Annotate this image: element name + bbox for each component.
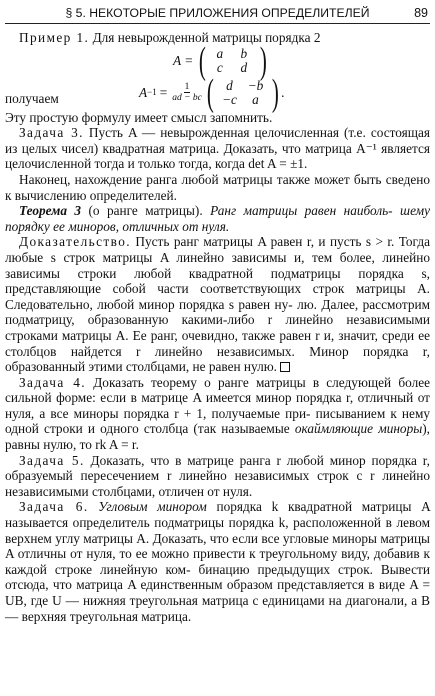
page-number: 89	[414, 6, 428, 20]
header-title: § 5. НЕКОТОРЫЕ ПРИЛОЖЕНИЯ ОПРЕДЕЛИТЕЛЕЙ	[65, 6, 370, 20]
example-1	[5, 30, 430, 46]
formula-matrix-a: A = ( a b c d )	[173, 39, 267, 82]
qed-square-icon	[280, 362, 290, 372]
received-label: получаем	[5, 90, 59, 106]
theorem-label: Теорема 3	[19, 203, 82, 219]
running-header	[5, 3, 430, 24]
inverse-fraction: $\frac{1}{ad - bc}$	[172, 82, 202, 104]
proof-paragraph: Доказательство. Пусть ранг матрицы A равен r, и пусть s > r. Тогда любые s строк матрицы A линейно зависимы и, тем более, линейно зависимы строки любой квадратной подматрицы порядка s, представляющие собой части соответствующих строк матрицы A. Следовательно, любой минор порядка s равен ну- лю. Далее, рассмотрим подматрицу, образованную какими-либо r линейно независимыми строками матрицы A. Ее ранг, очевидно, также равен r и, значит, среди ее столбцов найдется r линейно независимых. Минор порядка r, образованный этими столбцами, не равен нулю.	[5, 234, 431, 375]
proof-label: Доказательство.	[19, 234, 131, 250]
book-page	[5, 3, 430, 624]
page-content	[5, 24, 430, 624]
formula-a-lhs: A =	[173, 52, 194, 68]
problem-4: Задача 4. Доказать теорему о ранге матрицы в следующей более сильной форме: если в матрице A имеется минор порядка r, отличный от нуля, а все миноры порядка r + 1, получаемые при- писыванием к нему одной строки и одного столбца (так называемые окаймляющие миноры), равны нулю, то rk A = r.	[5, 374, 431, 453]
problem-5: Задача 5. Доказать, что в матрице ранга r любой минор порядка r, образуемый пересечением r линейно независимых строк с r линейно независимыми столбцами, отличен от нуля.	[5, 452, 431, 499]
formula-inverse: получаем A −1 = $\frac{1}{ad - bc}$ ( d −b −c a ) .	[5, 71, 285, 114]
matrix-a: a b c d	[216, 45, 248, 75]
problem-6: Задача 6. Угловым минором порядка k квадратной матрицы A называется определитель подматрицы порядка k, расположенной в левом верхнем углу матрицы A. Доказать, что если все угловые миноры матрицы A отличны от нуля, то ее можно привести к треугольному виду, добавив к каждой строке линейную ком- бинацию предыдущих строк. Вывести отсюда, что матрица A единственным образом представляется в виде A = UB, где U — нижняя треугольная матрица с единицами на диагонали, а B — верхняя треугольная матрица.	[5, 499, 431, 624]
theorem-3: Теорема 3 (о ранге матрицы). Ранг матрицы равен наиболь- шему порядку ее миноров, отличных от нуля.	[5, 203, 431, 234]
example-label: Пример 1.	[19, 30, 90, 45]
example-text: Для невырожденной матрицы порядка 2	[92, 30, 321, 45]
remember-text: Эту простую формулу имеет смысл запомнить.	[5, 109, 273, 125]
matrix-inverse: d −b −c a	[222, 77, 264, 107]
finally-paragraph: Наконец, нахождение ранга любой матрицы также может быть сведено к вычислению определителей.	[5, 171, 431, 203]
problem-3: Задача 3. Пусть A — невырожденная целочисленная (т.е. состоящая из целых чисел) квадратная матрица. Доказать, что матрица A⁻¹ является целочисленной тогда и только тогда, когда det A = ±1.	[5, 125, 430, 172]
